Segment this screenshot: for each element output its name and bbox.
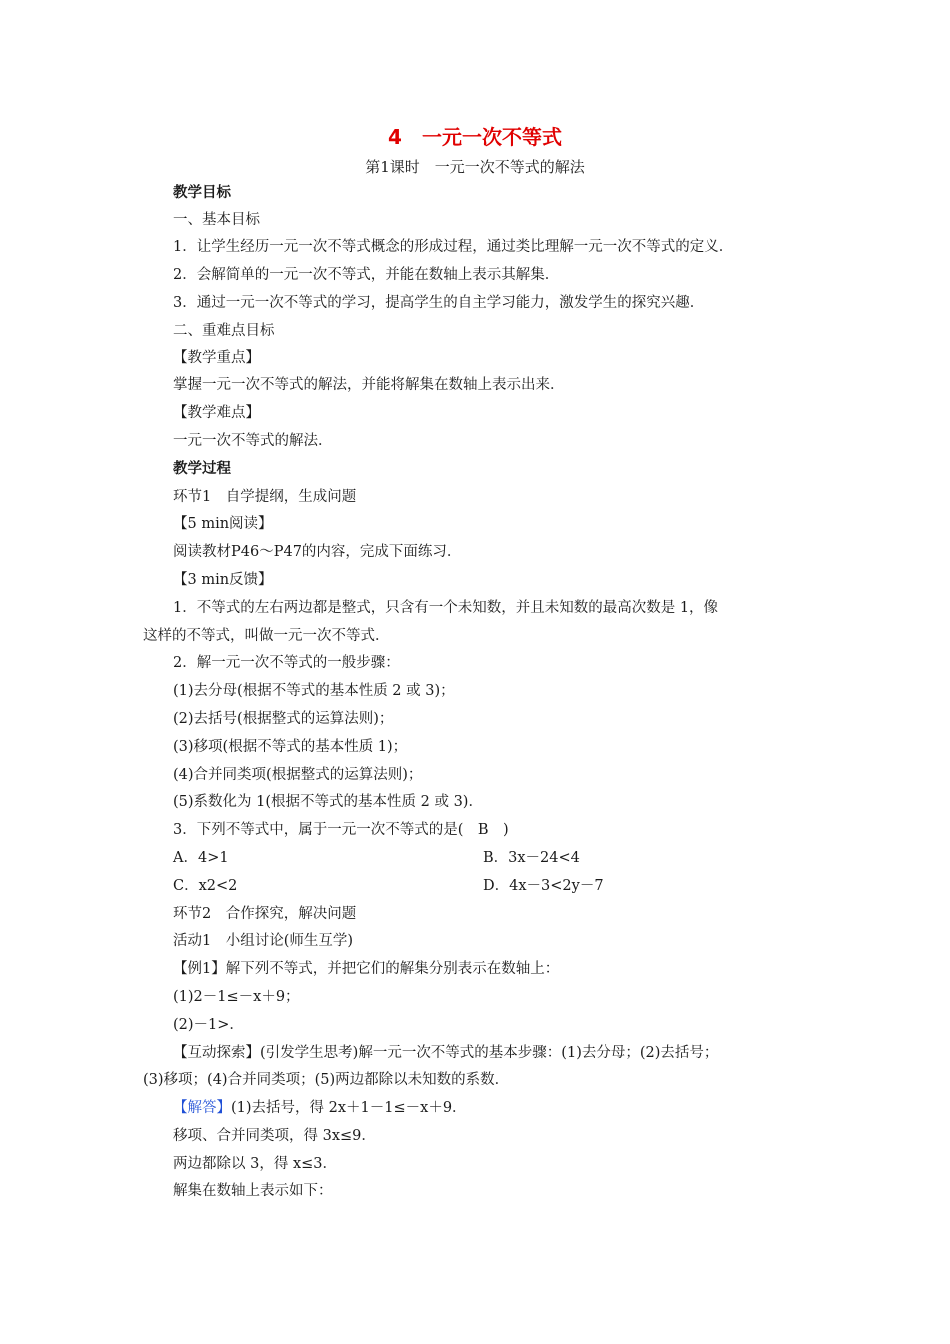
option-d: D．4x－3<2y－7 <box>483 878 604 894</box>
stage-2: 环节2 合作探究，解决问题 <box>173 906 357 922</box>
difficulty-text: 一元一次不等式的解法． <box>173 433 333 449</box>
page-title: 4 一元一次不等式 <box>388 125 562 149</box>
example-part-2: (2)－1>． <box>173 1017 244 1033</box>
read-text: 阅读教材P46～P47的内容，完成下面练习． <box>173 544 462 560</box>
read-label: 【5 min阅读】 <box>173 516 273 532</box>
focus-text: 掌握一元一次不等式的解法，并能将解集在数轴上表示出来． <box>173 377 565 393</box>
example-1: 【例1】解下列不等式，并把它们的解集分别表示在数轴上： <box>173 961 560 977</box>
focus-label: 【教学重点】 <box>173 350 260 366</box>
answer-line2: 移项、合并同类项，得 3x≤9． <box>173 1128 376 1144</box>
process-heading: 教学过程 <box>173 461 231 477</box>
step-4: (4)合并同类项(根据整式的运算法则)； <box>173 767 423 783</box>
difficulty-label: 【教学难点】 <box>173 405 260 421</box>
example-part-1: (1)2－1≤－x＋9； <box>173 989 300 1005</box>
answer-line1 <box>173 1098 467 1118</box>
option-c: C．x2<2 <box>173 878 238 894</box>
item-1-line1: 1．不等式的左右两边都是整式，只含有一个未知数，并且未知数的最高次数是 1，像 <box>173 600 719 616</box>
explore-line2: (3)移项；(4)合并同类项；(5)两边都除以未知数的系数． <box>143 1072 510 1088</box>
item-2: 2．解一元一次不等式的一般步骤： <box>173 655 400 671</box>
answer-line3: 两边都除以 3，得 x≤3． <box>173 1156 337 1172</box>
key-goals-heading: 二、重难点目标 <box>173 323 275 339</box>
basic-goals-heading: 一、基本目标 <box>173 212 260 228</box>
step-1: (1)去分母(根据不等式的基本性质 2 或 3)； <box>173 683 455 699</box>
goal-1: 1．让学生经历一元一次不等式概念的形成过程，通过类比理解一元一次不等式的定义． <box>173 239 734 255</box>
item-1-line2: 这样的不等式，叫做一元一次不等式． <box>143 628 390 644</box>
goal-2: 2．会解简单的一元一次不等式，并能在数轴上表示其解集． <box>173 267 560 283</box>
step-5: (5)系数化为 1(根据不等式的基本性质 2 或 3)． <box>173 794 483 810</box>
step-3: (3)移项(根据不等式的基本性质 1)； <box>173 739 408 755</box>
goal-3: 3．通过一元一次不等式的学习，提高学生的自主学习能力，激发学生的探究兴趣． <box>173 295 705 311</box>
answer-line4: 解集在数轴上表示如下： <box>173 1183 333 1199</box>
answer-text: (1)去括号，得 2x＋1－1≤－x＋9． <box>231 1100 467 1116</box>
lesson-subtitle: 第1课时 一元一次不等式的解法 <box>365 158 585 176</box>
option-a: A．4>1 <box>173 850 229 866</box>
option-b: B．3x－24<4 <box>483 850 580 866</box>
goals-heading: 教学目标 <box>173 185 231 201</box>
answer-label: 【解答】 <box>173 1100 231 1116</box>
activity-1: 活动1 小组讨论(师生互学) <box>173 933 354 949</box>
stage-1: 环节1 自学提纲，生成问题 <box>173 489 357 505</box>
feedback-label: 【3 min反馈】 <box>173 572 273 588</box>
step-2: (2)去括号(根据整式的运算法则)； <box>173 711 394 727</box>
explore-line1: 【互动探索】(引发学生思考)解一元一次不等式的基本步骤：(1)去分母；(2)去括号； <box>173 1045 719 1061</box>
item-3: 3．下列不等式中，属于一元一次不等式的是( B ) <box>173 822 509 838</box>
